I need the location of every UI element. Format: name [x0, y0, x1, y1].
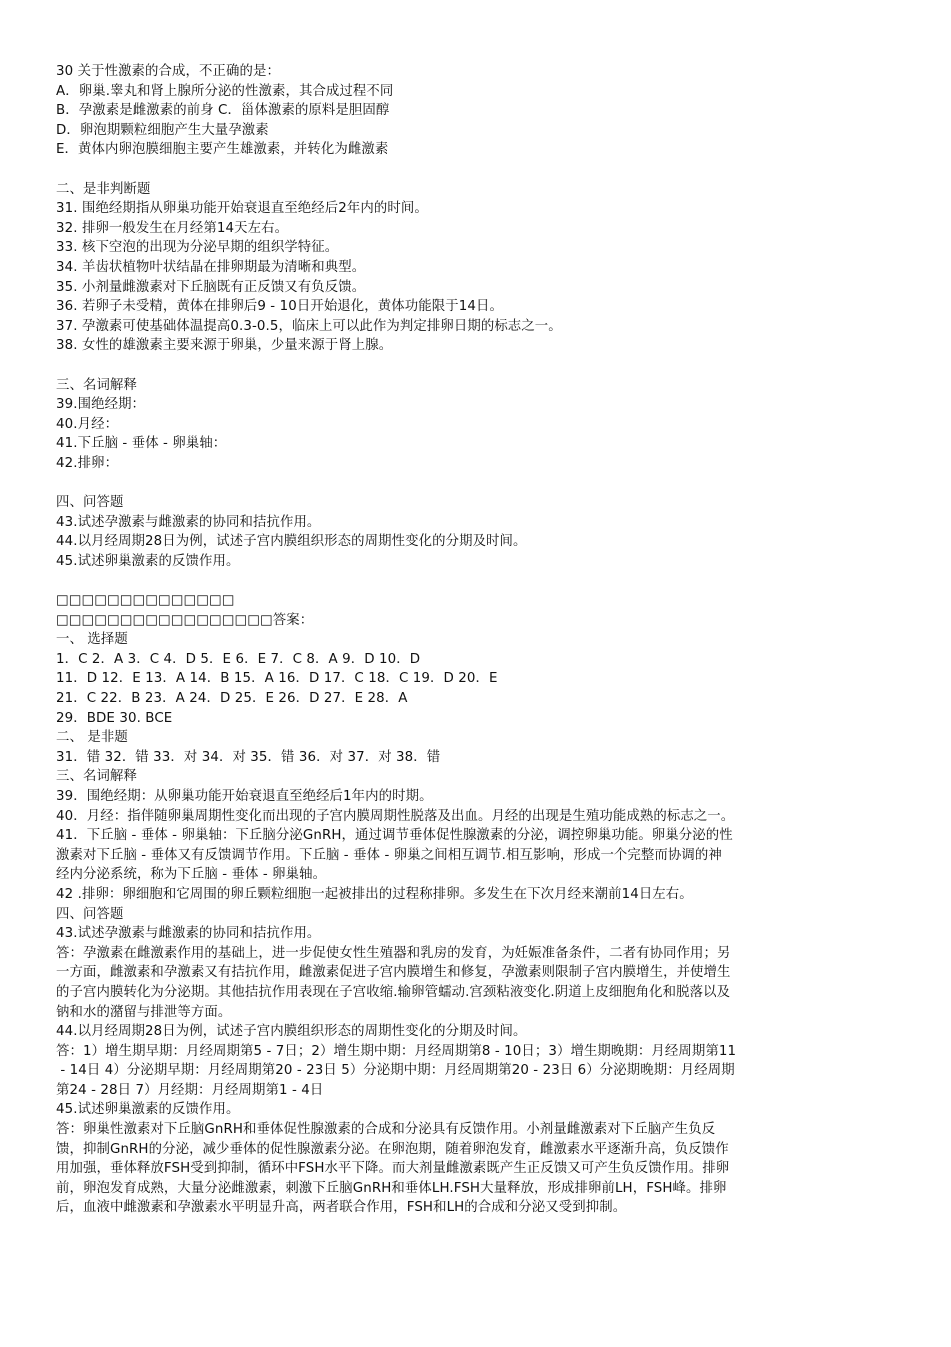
tf-question-31: 31. 围绝经期指从卵巢功能开始衰退直至绝经后2年内的时间。: [56, 201, 428, 217]
answer-q45: 45.试述卵巢激素的反馈作用。: [56, 1102, 240, 1118]
qa-question-44: 44.以月经周期28日为例，试述子宫内膜组织形态的周期性变化的分期及时间。: [56, 534, 527, 550]
answer-a44-line-3: 第24 - 28日 7）月经期：月经周期第1 - 4日: [56, 1082, 324, 1098]
answer-a44-line-2: - 14日 4）分泌期早期：月经周期第20 - 23日 5）分泌期中期：月经周期第20 - 23日 6）分泌期晚期：月经周期: [56, 1063, 735, 1079]
answer-choice-line-3: 21．C 22．B 23．A 24．D 25．E 26．D 27．E 28．A: [56, 691, 408, 706]
term-question-41: 41.下丘脑 - 垂体 - 卵巢轴：: [56, 436, 227, 452]
answer-tf-line: 31．错 32．错 33．对 34．对 35．错 36．对 37．对 38．错: [56, 749, 441, 765]
document-page: [56, 62, 906, 1218]
answer-a43-line-4: 钠和水的潴留与排泄等方面。: [56, 1004, 232, 1020]
answer-term-40: 40．月经：指伴随卵巢周期性变化而出现的子宫内膜周期性脱落及出血。月经的出现是生殖功能成熟的标志之一。: [56, 808, 735, 824]
term-question-39: 39.围绝经期：: [56, 397, 146, 413]
term-question-42: 42.排卵：: [56, 455, 119, 471]
answer-heading: □□□□□□□□□□□□□□□□□答案：: [56, 612, 314, 628]
answer-a45-line-3: 用加强，垂体释放FSH受到抑制，循环中FSH水平下降。而大剂量雌激素既产生正反馈又可产生负反馈作用。排卵: [56, 1161, 730, 1177]
tf-question-38: 38. 女性的雄激素主要来源于卵巢，少量来源于肾上腺。: [56, 338, 393, 354]
answer-a45-line-4: 前，卵泡发育成熟，大量分泌雌激素，刺激下丘脑GnRH和垂体LH.FSH大量释放，形成排卵前LH，FSH峰。排卵: [56, 1180, 727, 1196]
answer-a45-line-5: 后，血液中雌激素和孕激素水平明显升高，两者联合作用，FSH和LH的合成和分泌又受到抑制。: [56, 1200, 627, 1216]
section-4-title: 四、问答题: [56, 495, 124, 511]
question-30-stem: 30 关于性激素的合成，不正确的是：: [56, 64, 280, 79]
section-2-title: 二、是非判断题: [56, 181, 151, 197]
question-30-option-b-c: B．孕激素是雌激素的前身 C．甾体激素的原料是胆固醇: [56, 103, 390, 119]
answer-term-39: 39．围绝经期：从卵巢功能开始衰退直至绝经后1年内的时期。: [56, 788, 433, 804]
answer-term-41-line-1: 41．下丘脑 - 垂体 - 卵巢轴：下丘脑分泌GnRH，通过调节垂体促性腺激素的分泌，调控卵巢功能。卵巢分泌的性: [56, 828, 733, 844]
answer-q43: 43.试述孕激素与雌激素的协同和拮抗作用。: [56, 926, 321, 942]
answer-term-title: 三、名词解释: [56, 769, 137, 785]
answer-term-41-line-2: 激素对下丘脑 - 垂体又有反馈调节作用。下丘脑 - 垂体 - 卵巢之间相互调节.相互影响，形成一个完整而协调的神: [56, 847, 722, 863]
answer-a45-line-1: 答：卵巢性激素对下丘脑GnRH和垂体促性腺激素的合成和分泌具有反馈作用。小剂量雌激素对下丘脑产生负反: [56, 1122, 716, 1138]
question-30-option-a: A．卵巢.睾丸和肾上腺所分泌的性激素，其合成过程不同: [56, 83, 394, 99]
answer-q44: 44.以月经周期28日为例，试述子宫内膜组织形态的周期性变化的分期及时间。: [56, 1024, 527, 1040]
qa-question-45: 45.试述卵巢激素的反馈作用。: [56, 553, 240, 569]
answer-qa-title: 四、问答题: [56, 906, 124, 922]
answer-a44-line-1: 答：1）增生期早期：月经周期第5 - 7日；2）增生期中期：月经周期第8 - 10日；3）增生期晚期：月经周期第11: [56, 1043, 737, 1059]
answer-term-42: 42 .排卵：卵细胞和它周围的卵丘颗粒细胞一起被排出的过程称排卵。多发生在下次月经来潮前14日左右。: [56, 886, 693, 902]
tf-question-32: 32. 排卵一般发生在月经第14天左右。: [56, 220, 289, 236]
qa-question-43: 43.试述孕激素与雌激素的协同和拮抗作用。: [56, 514, 321, 530]
question-30-option-d: D．卵泡期颗粒细胞产生大量孕激素: [56, 122, 269, 138]
term-question-40: 40.月经：: [56, 416, 119, 432]
answer-a43-line-3: 的子宫内膜转化为分泌期。其他拮抗作用表现在子宫收缩.输卵管蠕动.宫颈粘液变化.阴道上皮细胞角化和脱落以及: [56, 984, 731, 1000]
section-3-title: 三、名词解释: [56, 377, 137, 393]
tf-question-33: 33. 核下空泡的出现为分泌早期的组织学特征。: [56, 240, 339, 256]
answer-choice-line-1: 1．C 2．A 3．C 4．D 5．E 6．E 7．C 8．A 9．D 10．D: [56, 651, 421, 667]
answer-choice-line-4: 29．BDE 30. BCE: [56, 710, 173, 726]
answer-a43-line-1: 答：孕激素在雌激素作用的基础上，进一步促使女性生殖器和乳房的发育，为妊娠准备条件，二者有协同作用；另: [56, 945, 731, 961]
question-30-option-e: E．黄体内卵泡膜细胞主要产生雄激素，并转化为雌激素: [56, 142, 389, 158]
answer-a45-line-2: 馈，抑制GnRH的分泌，减少垂体的促性腺激素分泌。在卵泡期，随着卵泡发育，雌激素水平逐渐升高，负反馈作: [56, 1141, 729, 1157]
answer-choice-title: 一、 选择题: [56, 632, 128, 648]
answer-term-41-line-3: 经内分泌系统，称为下丘脑 - 垂体 - 卵巢轴。: [56, 867, 327, 883]
tf-question-36: 36. 若卵子未受精，黄体在排卵后9 - 10日开始退化，黄体功能限于14日。: [56, 299, 503, 315]
answer-a43-line-2: 一方面，雌激素和孕激素又有拮抗作用，雌激素促进子宫内膜增生和修复，孕激素则限制子宫内膜增生，并使增生: [56, 965, 731, 981]
garbled-heading: □□□□□□□□□□□□□□: [56, 593, 235, 609]
answer-choice-line-2: 11．D 12．E 13．A 14．B 15．A 16．D 17．C 18．C 19．D 20．E: [56, 671, 498, 687]
answer-tf-title: 二、 是非题: [56, 730, 128, 746]
tf-question-37: 37. 孕激素可使基础体温提高0.3-0.5，临床上可以此作为判定排卵日期的标志之一。: [56, 318, 562, 334]
tf-question-35: 35. 小剂量雌激素对下丘脑既有正反馈又有负反馈。: [56, 279, 366, 295]
tf-question-34: 34. 羊齿状植物叶状结晶在排卵期最为清晰和典型。: [56, 259, 366, 275]
